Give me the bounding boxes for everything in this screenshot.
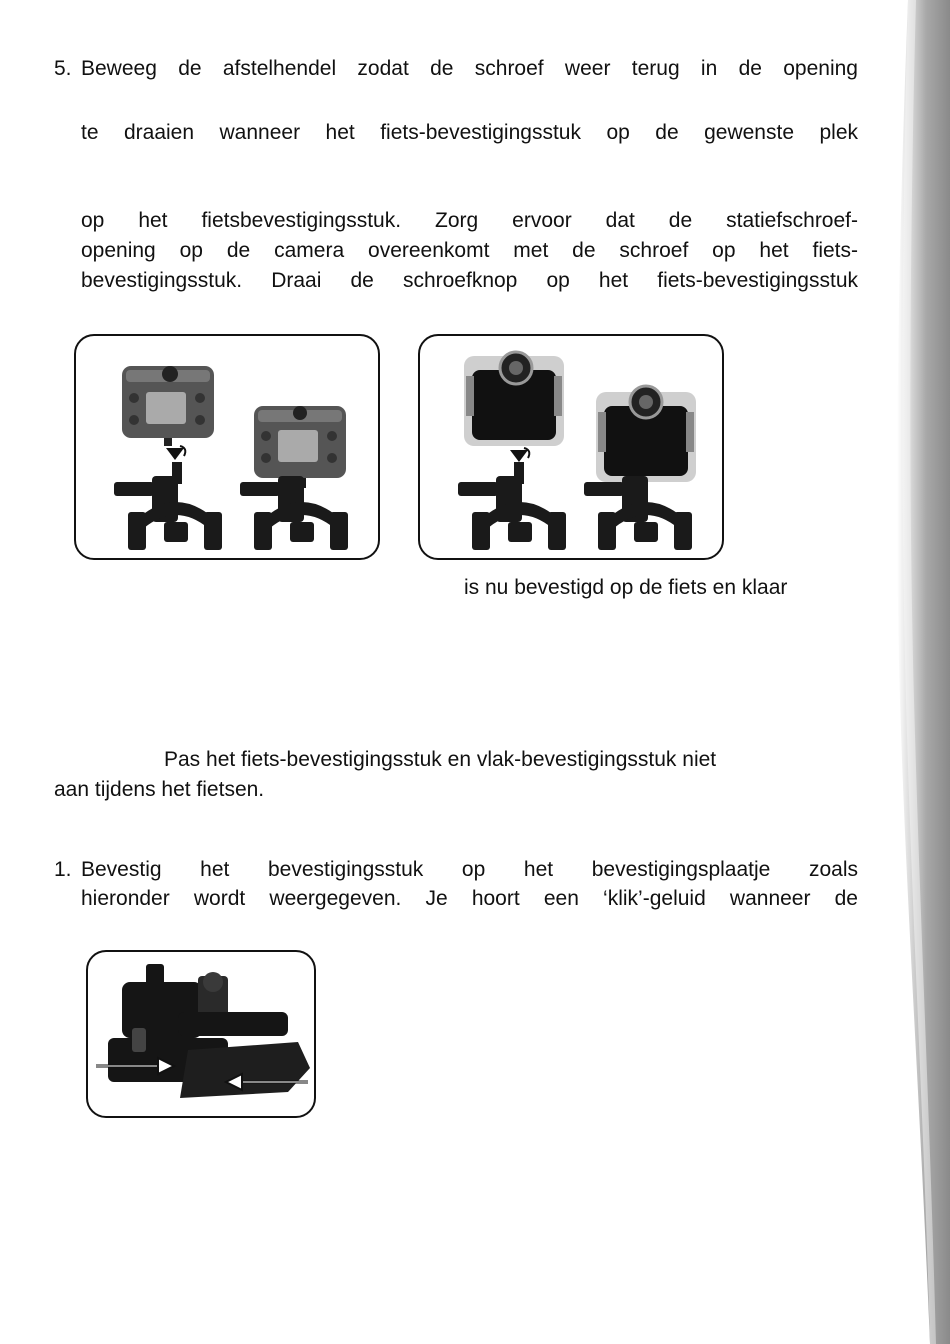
- step-number: 5.: [54, 57, 72, 80]
- camera-icon: [122, 366, 214, 446]
- bike-mount-icon: [458, 462, 566, 550]
- mount-on-flat-plate-illustration: [86, 950, 316, 1118]
- step-text-line: Beweeg de afstelhendel zodat de schroef weer terug in de opening: [81, 57, 858, 80]
- step-text-line: bevestigingsstuk. Draai de schroefknop op het fiets-bevestigingsstuk: [81, 269, 858, 292]
- caption-text: is nu bevestigd op de fiets en klaar: [464, 576, 788, 599]
- step-text-line: op het fietsbevestigingsstuk. Zorg ervoor dat de statiefschroef-: [81, 209, 858, 232]
- waterproof-case-icon: [596, 386, 696, 482]
- step-text-line: opening op de camera overeenkomt met de schroef op het fiets-: [81, 239, 858, 262]
- note-text: Pas het fiets-bevestigingsstuk en vlak-bevestigingsstuk niet: [164, 748, 717, 771]
- bike-mount-icon: [240, 476, 348, 550]
- step-text-line: hieronder wordt weergegeven. Je hoort een ‘klik’-geluid wanneer de: [81, 887, 858, 910]
- camera-on-bike-mount-illustration: [74, 334, 380, 560]
- bike-mount-icon: [584, 476, 692, 550]
- note-text: aan tijdens het fietsen.: [54, 778, 265, 801]
- waterproof-case-icon: [464, 352, 564, 446]
- waterproof-case-on-bike-mount-illustration: [418, 334, 724, 560]
- camera-icon: [254, 406, 346, 478]
- side-decoration-band: [890, 0, 950, 1344]
- step-number: 1.: [54, 858, 72, 881]
- step-text-line: Bevestig het bevestigingsstuk op het bevestigingsplaatje zoals: [81, 858, 858, 881]
- step-text-line: te draaien wanneer het fiets-bevestigingsstuk op de gewenste plek: [81, 121, 858, 144]
- flat-mount-icon: [108, 964, 310, 1098]
- bike-mount-icon: [114, 462, 222, 550]
